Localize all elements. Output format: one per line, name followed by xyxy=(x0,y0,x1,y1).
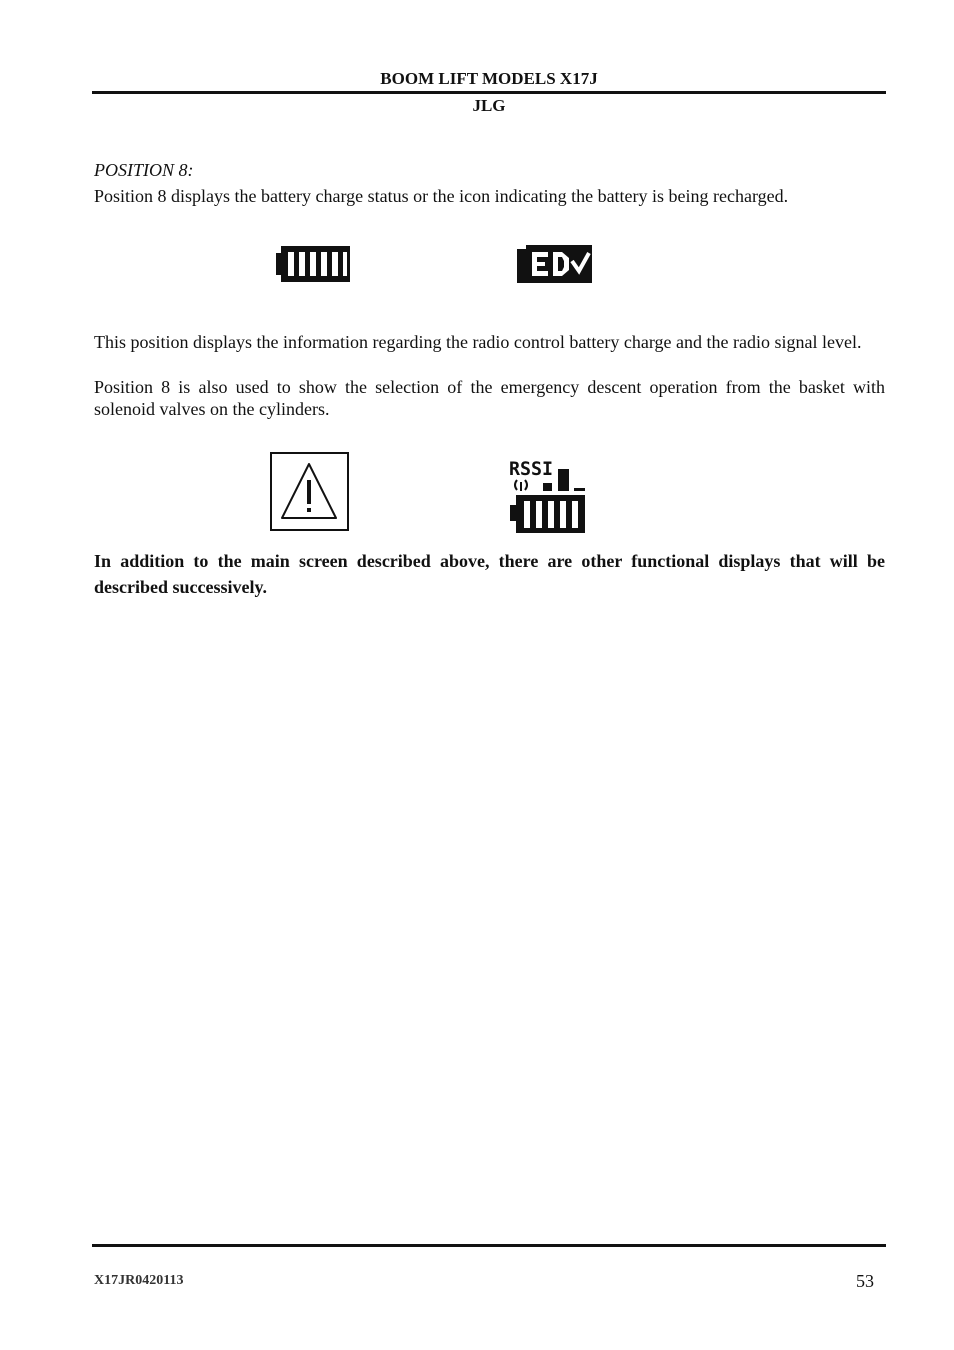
document-title: BOOM LIFT MODELS X17J xyxy=(380,69,598,88)
rssi-signal-battery-icon xyxy=(508,455,590,535)
footer-divider xyxy=(92,1244,886,1247)
paragraph-radio-info: This position displays the information regarding the radio control battery charge and the radio signal level. xyxy=(94,332,862,352)
section-heading: POSITION 8: xyxy=(94,160,194,180)
rssi-label: RSSI xyxy=(509,458,553,480)
header-divider xyxy=(92,91,886,94)
page-number: 53 xyxy=(856,1271,874,1291)
battery-charging-icon xyxy=(517,243,595,285)
warning-triangle-icon xyxy=(270,452,350,532)
paragraph-other-displays: In addition to the main screen described above, there are other functional displays that will be described successively. xyxy=(94,551,885,597)
paragraph-battery-status: Position 8 displays the battery charge status or the icon indicating the battery is being recharged. xyxy=(94,186,789,206)
battery-full-icon xyxy=(276,244,352,284)
document-code: X17JR0420113 xyxy=(94,1273,184,1288)
document-brand: JLG xyxy=(472,96,506,115)
paragraph-emergency-descent: Position 8 is also used to show the selection of the emergency descent operation from the basket with solenoid valves on the cylinders. xyxy=(94,377,885,419)
